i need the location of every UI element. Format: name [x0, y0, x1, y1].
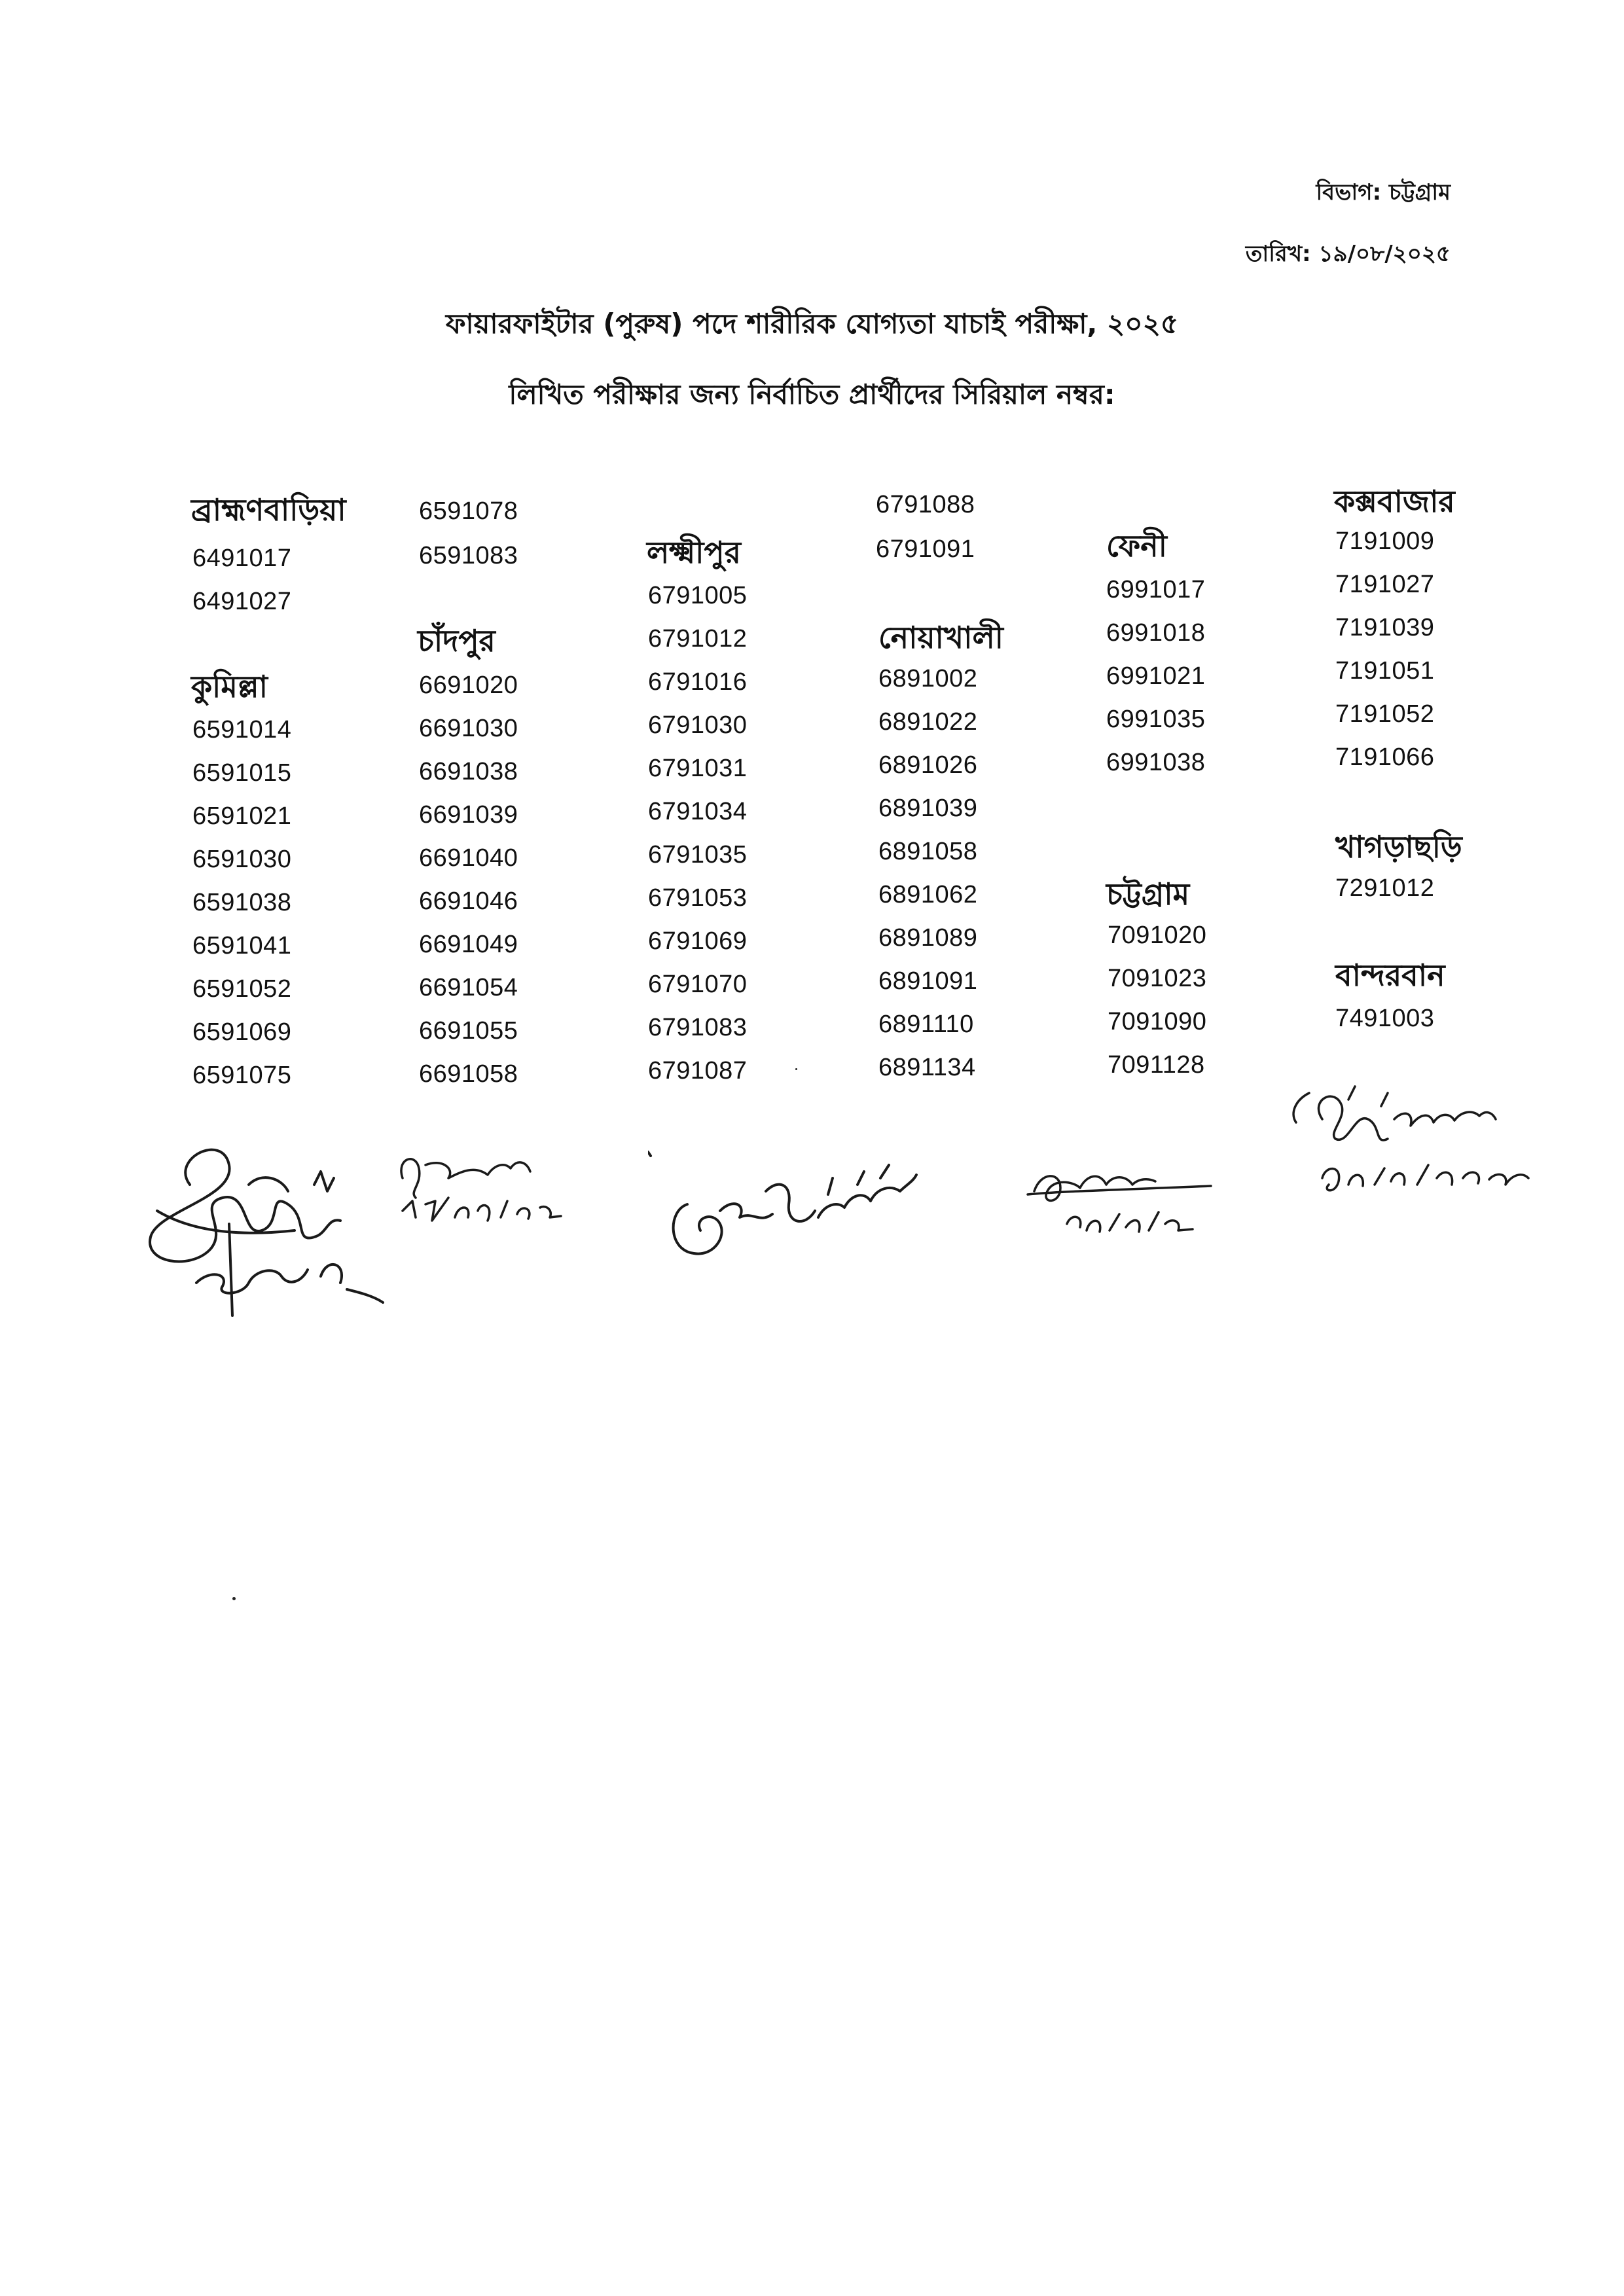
serial-number: 6591078 — [419, 497, 518, 525]
serial-number: 6891134 — [878, 1054, 976, 1081]
serial-number: 6691049 — [419, 931, 518, 958]
serial-number: 6891002 — [878, 665, 978, 692]
signature-3 — [648, 1139, 923, 1270]
scan-speck — [232, 1597, 236, 1600]
serial-number: 7491003 — [1335, 1005, 1435, 1032]
serial-number: 6691046 — [419, 888, 518, 915]
serial-number: 6791088 — [876, 491, 975, 518]
serial-number: 6591041 — [192, 932, 292, 960]
serial-number: 6791016 — [648, 668, 748, 696]
serial-number: 6791012 — [648, 625, 748, 653]
district-heading-cumilla: কুমিল্লা — [191, 669, 268, 704]
serial-number: 6791030 — [648, 711, 748, 739]
serial-number: 6491027 — [192, 588, 292, 615]
serial-number: 6791035 — [648, 841, 748, 869]
serial-number: 6691039 — [419, 801, 518, 829]
serial-number: 6991018 — [1106, 619, 1206, 647]
serial-number: 6891039 — [878, 795, 978, 822]
serial-number: 7191009 — [1335, 528, 1435, 555]
serial-number: 6791069 — [648, 927, 748, 955]
district-heading-lakshmipur: লক্ষ্মীপুর — [647, 535, 741, 570]
serial-number: 6791031 — [648, 755, 748, 782]
serial-number: 6591021 — [192, 802, 292, 830]
serial-number: 6591015 — [192, 759, 292, 787]
serial-number: 6791053 — [648, 884, 748, 912]
serial-number: 7191051 — [1335, 657, 1435, 685]
serial-number: 6991017 — [1106, 576, 1206, 603]
signature-5 — [1283, 1073, 1558, 1230]
serial-number: 7291012 — [1335, 874, 1435, 902]
district-heading-noakhali: নোয়াখালী — [878, 620, 1003, 655]
serial-number: 6691055 — [419, 1017, 518, 1045]
serial-number: 6591052 — [192, 975, 292, 1003]
district-heading-khagrachhari: খাগড়াছড়ি — [1335, 829, 1462, 865]
serial-number: 7191052 — [1335, 700, 1435, 728]
serial-number: 6691038 — [419, 758, 518, 785]
serial-number: 6691054 — [419, 974, 518, 1001]
serial-number: 7091020 — [1108, 922, 1207, 949]
serial-number: 6591038 — [192, 889, 292, 916]
serial-number: 7091090 — [1108, 1008, 1207, 1035]
signature-4 — [1021, 1158, 1237, 1244]
date-label: তারিখ: ১৯/০৮/২০২৫ — [1245, 241, 1451, 267]
serial-number: 7091128 — [1108, 1051, 1205, 1079]
serial-number: 6891022 — [878, 708, 978, 736]
serial-number: 6791087 — [648, 1057, 748, 1085]
district-heading-chandpur: চাঁদপুর — [418, 623, 496, 658]
serial-number: 6691030 — [419, 715, 518, 742]
serial-number: 6591083 — [419, 542, 518, 569]
division-label: বিভাগ: চট্টগ্রাম — [1316, 179, 1451, 206]
serial-number: 6791034 — [648, 798, 748, 825]
serial-number: 6891110 — [878, 1011, 974, 1038]
serial-number: 6591069 — [192, 1018, 292, 1046]
signature-2 — [389, 1139, 586, 1244]
district-heading-brahmanbaria: ব্রাহ্মণবাড়িয়া — [191, 492, 346, 528]
serial-number: 7091023 — [1108, 965, 1207, 992]
serial-number: 6991035 — [1106, 706, 1206, 733]
serial-number: 6891058 — [878, 838, 978, 865]
serial-number: 6891089 — [878, 924, 978, 952]
document-title: ফায়ারফাইটার (পুরুষ) পদে শারীরিক যোগ্যতা যাচাই পরীক্ষা, ২০২৫ — [445, 308, 1179, 340]
serial-number: 7191027 — [1335, 571, 1435, 598]
district-heading-feni: ফেনী — [1106, 528, 1167, 564]
serial-number: 6591030 — [192, 846, 292, 873]
serial-number: 6791083 — [648, 1014, 748, 1041]
document-subtitle: লিখিত পরীক্ষার জন্য নির্বাচিত প্রার্থীদের সিরিয়াল নম্বর: — [509, 378, 1115, 410]
serial-number: 7191066 — [1335, 744, 1435, 771]
district-heading-chattogram: চট্টগ্রাম — [1106, 876, 1190, 912]
serial-number: 6791070 — [648, 971, 748, 998]
serial-number: 6491017 — [192, 545, 292, 572]
serial-number: 6591075 — [192, 1062, 292, 1089]
serial-number: 6691020 — [419, 672, 518, 699]
district-heading-bandarban: বান্দরবান — [1335, 958, 1445, 993]
serial-number: 6691040 — [419, 844, 518, 872]
serial-number: 6891091 — [878, 967, 978, 995]
serial-number: 6791091 — [876, 535, 975, 563]
signature-1 — [131, 1106, 393, 1322]
district-heading-coxsbazar: কক্সবাজার — [1334, 484, 1455, 519]
serial-number: 6691058 — [419, 1060, 518, 1088]
serial-number: 6791005 — [648, 582, 748, 609]
serial-number: 6591014 — [192, 716, 292, 744]
scan-speck — [795, 1068, 797, 1070]
serial-number: 6891062 — [878, 881, 978, 908]
serial-number: 6991021 — [1106, 662, 1206, 690]
serial-number: 6891026 — [878, 751, 978, 779]
serial-number: 6991038 — [1106, 749, 1206, 776]
serial-number: 7191039 — [1335, 614, 1435, 641]
